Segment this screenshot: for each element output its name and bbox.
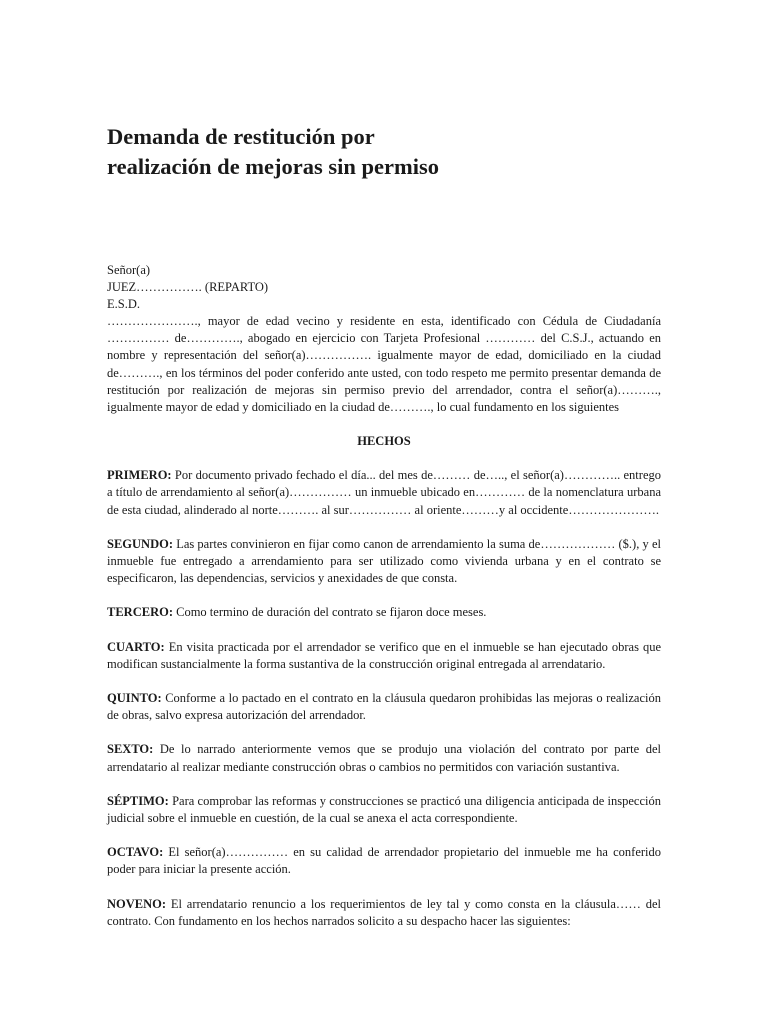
section-heading-hechos: HECHOS bbox=[357, 434, 411, 449]
fact-text: Las partes convinieron en fijar como canon de arrendamiento la suma de……………… ($.), y el inmueble fue entregado a arrendamiento para ser utilizado como vivienda urbana y en el contrato se especificaron, las dependencias, servicios y anexidades de que consta. bbox=[107, 536, 662, 586]
fact-label: SEGUNDO: bbox=[107, 536, 173, 551]
fact-label: SÉPTIMO: bbox=[107, 793, 169, 808]
fact-label: OCTAVO: bbox=[107, 845, 164, 860]
document-title bbox=[107, 122, 661, 182]
fact-paragraph bbox=[107, 844, 661, 878]
intro-paragraph: …………………., mayor de edad vecino y residente en esta, identificado con Cédula de Ciudadanía …………… de…………., abogado en ejercicio con Tarjeta Profesional ………… del C.S.J., actuando en nombre y representación del señor(a)……………. igualmente mayor de edad, domiciliado en la ciudad de………., en los términos del poder conferido ante usted, con todo respeto me permito presentar demanda de restitución por realización de mejoras sin permiso previo del arrendador, contra el señor(a)………., igualmente mayor de edad y domiciliado en la ciudad de………., lo cual fundamento en los siguientes bbox=[107, 314, 661, 415]
fact-paragraph bbox=[107, 896, 661, 930]
fact-paragraph bbox=[107, 741, 661, 775]
addressee-block bbox=[107, 262, 661, 313]
fact-text: Como termino de duración del contrato se fijaron doce meses. bbox=[176, 605, 487, 620]
fact-label: PRIMERO: bbox=[107, 468, 172, 483]
fact-label: QUINTO: bbox=[107, 691, 162, 706]
fact-label: SEXTO: bbox=[107, 742, 154, 757]
fact-text: En visita practicada por el arrendador se verifico que en el inmueble se han ejecutado obras que modifican sustancialmente la forma sustantiva de la construcción original entregada al arrendatario. bbox=[107, 639, 662, 671]
fact-paragraph bbox=[107, 536, 661, 588]
fact-paragraph bbox=[107, 604, 661, 621]
fact-paragraph bbox=[107, 467, 661, 519]
addressee-line: E.S.D. bbox=[107, 297, 140, 311]
fact-text: Por documento privado fechado el día... del mes de……… de….., el señor(a)………….. entrego a título de arrendamiento al señor(a)…………… un inmueble ubicado en………… de la nomenclatura urbana de esta ciudad, alinderado al norte………. al sur…………… al oriente………y al occidente…………………. bbox=[107, 468, 661, 517]
fact-paragraph bbox=[107, 793, 661, 827]
fact-text: El señor(a)…………… en su calidad de arrendador propietario del inmueble me ha conferido poder para iniciar la presente acción. bbox=[107, 845, 661, 877]
fact-text: El arrendatario renuncio a los requerimientos de ley tal y como consta en la cláusula…… del contrato. Con fundamento en los hechos narrados solicito a su despacho hacer las siguientes: bbox=[107, 896, 662, 928]
document-page bbox=[107, 122, 661, 947]
document-title-line-2: realización de mejoras sin permiso bbox=[107, 154, 440, 179]
fact-paragraph bbox=[107, 690, 661, 724]
fact-label: TERCERO: bbox=[107, 605, 173, 620]
fact-text: De lo narrado anteriormente vemos que se produjo una violación del contrato por parte del arrendatario al realizar mediante construcción obras o cambios no permitidos con variación sustantiva. bbox=[107, 742, 661, 774]
fact-text: Conforme a lo pactado en el contrato en la cláusula quedaron prohibidas las mejoras o realización de obras, salvo expresa autorización del arrendador. bbox=[107, 691, 661, 723]
fact-label: CUARTO: bbox=[107, 639, 165, 654]
document-title-line-1: Demanda de restitución por bbox=[107, 124, 375, 149]
fact-paragraph bbox=[107, 639, 661, 673]
addressee-line: JUEZ……………. (REPARTO) bbox=[107, 280, 269, 294]
fact-text: Para comprobar las reformas y construcciones se practicó una diligencia anticipada de inspección judicial sobre el inmueble en cuestión, de la cual se anexa el acta correspondiente. bbox=[107, 793, 661, 826]
fact-label: NOVENO: bbox=[107, 896, 167, 911]
addressee-line: Señor(a) bbox=[107, 263, 151, 277]
